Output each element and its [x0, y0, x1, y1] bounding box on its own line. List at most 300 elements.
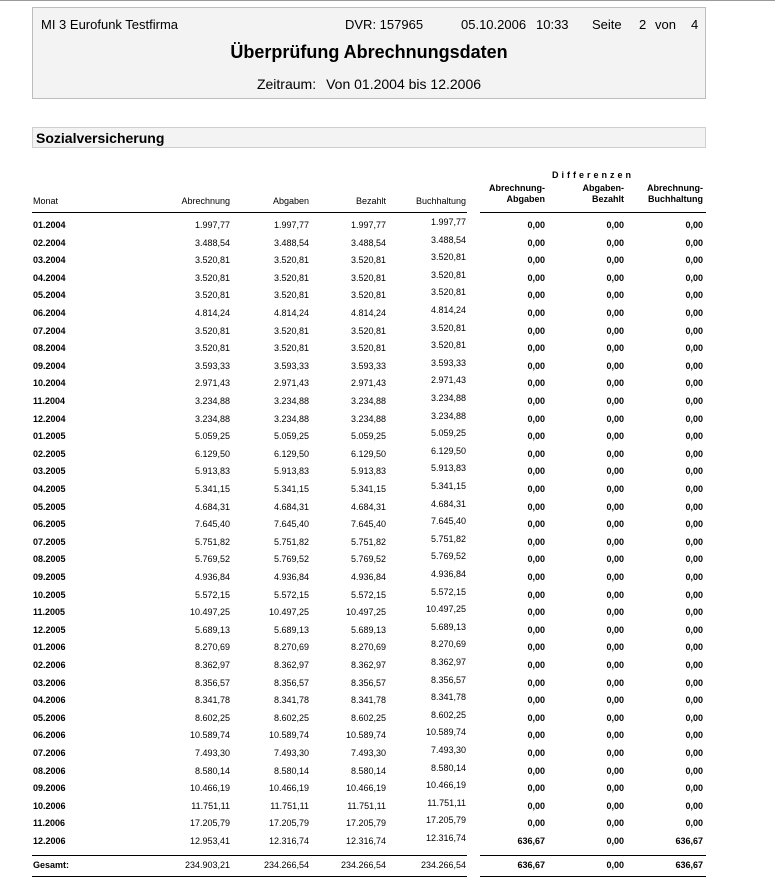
- cell-abrechnung: 5.341,15: [194, 484, 230, 494]
- cell-diff-abrechnung-buchhaltung: 0,00: [685, 466, 703, 477]
- cell-buchhaltung: 12.316,74: [425, 833, 466, 843]
- cell-diff-abrechnung-buchhaltung: 0,00: [685, 589, 703, 600]
- table-row: [0, 446, 775, 464]
- dvr-number: DVR: 157965: [345, 17, 424, 32]
- cell-abgaben: 7.645,40: [273, 519, 309, 530]
- cell-bezahlt: 8.602,25: [350, 712, 386, 723]
- table-row: [0, 252, 775, 270]
- col-header-line: Abgaben: [506, 194, 545, 204]
- cell-abgaben: 10.497,25: [268, 607, 309, 618]
- cell-diff-abrechnung-buchhaltung: 0,00: [685, 255, 703, 266]
- cell-monat: 01.2006: [33, 642, 66, 653]
- cell-diff-abgaben-bezahlt: 0,00: [606, 607, 624, 618]
- cell-diff-abrechnung-buchhaltung: 0,00: [685, 607, 703, 618]
- cell-diff-abrechnung-buchhaltung: 0,00: [685, 624, 703, 635]
- cell-monat: 10.2005: [33, 589, 66, 600]
- cell-bezahlt: 5.689,13: [350, 624, 386, 635]
- cell-diff-abrechnung-abgaben: 0,00: [527, 325, 545, 336]
- cell-diff-abrechnung-abgaben: 0,00: [527, 554, 545, 565]
- cell-diff-abrechnung-abgaben: 0,00: [527, 431, 545, 442]
- cell-buchhaltung: 3.234,88: [430, 393, 466, 403]
- cell-monat: 01.2004: [33, 220, 66, 230]
- cell-diff-abrechnung-buchhaltung: 0,00: [685, 308, 703, 318]
- cell-buchhaltung: 4.814,24: [430, 305, 466, 315]
- cell-buchhaltung: 3.520,81: [430, 252, 466, 263]
- cell-buchhaltung: 8.341,78: [430, 692, 466, 703]
- cell-bezahlt: 3.520,81: [350, 343, 386, 354]
- cell-abgaben: 12.316,74: [268, 836, 309, 846]
- cell-abgaben: 4.814,24: [273, 308, 309, 318]
- cell-diff-abgaben-bezahlt: 0,00: [606, 660, 624, 670]
- cell-monat: 06.2006: [33, 730, 66, 741]
- cell-bezahlt: 10.497,25: [345, 607, 386, 618]
- cell-abgaben: 3.234,88: [273, 413, 309, 424]
- cell-diff-abrechnung-abgaben: 0,00: [527, 660, 545, 670]
- table-row: [0, 745, 775, 763]
- cell-buchhaltung: 3.520,81: [430, 269, 466, 280]
- col-header-diff-abrechnung-buchhaltung: [647, 183, 703, 205]
- table-row: [0, 534, 775, 552]
- cell-diff-abrechnung-abgaben: 0,00: [527, 624, 545, 635]
- cell-monat: 08.2005: [33, 554, 66, 565]
- cell-monat: 03.2004: [33, 255, 66, 266]
- total-label: Gesamt:: [33, 860, 70, 870]
- cell-diff-abrechnung-abgaben: 0,00: [527, 255, 545, 266]
- cell-abgaben: 5.572,15: [273, 589, 309, 600]
- cell-abrechnung: 3.593,33: [194, 360, 230, 371]
- cell-abgaben: 10.589,74: [268, 730, 309, 741]
- cell-abrechnung: 7.493,30: [194, 748, 230, 758]
- cell-monat: 03.2005: [33, 466, 66, 477]
- cell-abrechnung: 8.580,14: [194, 765, 230, 776]
- cell-buchhaltung: 10.589,74: [425, 727, 466, 738]
- table-row: [0, 411, 775, 429]
- cell-diff-abrechnung-abgaben: 0,00: [527, 484, 545, 494]
- col-header-line: Abrechnung-: [647, 183, 703, 193]
- cell-abrechnung: 5.572,15: [194, 589, 230, 600]
- cell-diff-abgaben-bezahlt: 0,00: [606, 308, 624, 318]
- table-row: [0, 375, 775, 393]
- cell-buchhaltung: 5.751,82: [430, 533, 466, 544]
- table-row: [0, 675, 775, 693]
- cell-bezahlt: 7.493,30: [350, 748, 386, 758]
- table-row: [0, 727, 775, 745]
- cell-monat: 08.2006: [33, 765, 66, 776]
- cell-abrechnung: 3.520,81: [194, 343, 230, 354]
- cell-diff-abgaben-bezahlt: 0,00: [606, 765, 624, 776]
- cell-abgaben: 8.356,57: [273, 677, 309, 688]
- col-header-bezahlt: Bezahlt: [355, 196, 386, 206]
- table-row: [0, 815, 775, 833]
- cell-buchhaltung: 7.645,40: [430, 516, 466, 527]
- cell-diff-abrechnung-buchhaltung: 0,00: [685, 712, 703, 723]
- cell-diff-abrechnung-abgaben: 0,00: [527, 237, 545, 248]
- cell-diff-abgaben-bezahlt: 0,00: [606, 818, 624, 829]
- cell-diff-abrechnung-abgaben: 0,00: [527, 272, 545, 283]
- cell-diff-abrechnung-buchhaltung: 0,00: [685, 501, 703, 512]
- cell-monat: 03.2006: [33, 677, 66, 688]
- col-header-line: Bezahlt: [591, 194, 624, 204]
- section-title: Sozialversicherung: [36, 130, 165, 146]
- period-value: Von 01.2004 bis 12.2006: [326, 76, 482, 92]
- cell-abrechnung: 3.520,81: [194, 325, 230, 336]
- cell-buchhaltung: 1.997,77: [430, 217, 466, 227]
- cell-diff-abrechnung-abgaben: 0,00: [527, 396, 545, 406]
- cell-diff-abrechnung-abgaben: 0,00: [527, 818, 545, 829]
- cell-diff-abgaben-bezahlt: 0,00: [606, 501, 624, 512]
- cell-abgaben: 3.520,81: [273, 255, 309, 266]
- cell-diff-abrechnung-abgaben: 0,00: [527, 343, 545, 354]
- cell-abgaben: 3.520,81: [273, 325, 309, 336]
- cell-monat: 07.2006: [33, 748, 66, 758]
- cell-diff-abgaben-bezahlt: 0,00: [606, 624, 624, 635]
- cell-abrechnung: 5.059,25: [194, 431, 230, 442]
- cell-buchhaltung: 5.769,52: [430, 551, 466, 562]
- table-row: [0, 305, 775, 323]
- cell-diff-abrechnung-buchhaltung: 0,00: [685, 378, 703, 389]
- cell-diff-abgaben-bezahlt: 0,00: [606, 695, 624, 706]
- cell-diff-abrechnung-buchhaltung: 0,00: [685, 290, 703, 301]
- col-header-abrechnung: Abrechnung: [181, 196, 230, 206]
- table-row: [0, 551, 775, 569]
- cell-diff-abrechnung-buchhaltung: 0,00: [685, 677, 703, 688]
- cell-buchhaltung: 7.493,30: [430, 745, 466, 755]
- table-row: [0, 657, 775, 675]
- cell-diff-abgaben-bezahlt: 0,00: [606, 800, 624, 811]
- cell-abgaben: 7.493,30: [273, 748, 309, 758]
- cell-diff-abrechnung-abgaben: 0,00: [527, 413, 545, 424]
- cell-abgaben: 10.466,19: [268, 783, 309, 794]
- cell-diff-abrechnung-buchhaltung: 0,00: [685, 519, 703, 530]
- cell-bezahlt: 5.769,52: [350, 554, 386, 565]
- cell-diff-abrechnung-abgaben: 0,00: [527, 765, 545, 776]
- cell-abrechnung: 8.341,78: [194, 695, 230, 706]
- cell-monat: 07.2005: [33, 536, 66, 547]
- cell-abgaben: 6.129,50: [273, 448, 309, 459]
- cell-diff-abrechnung-buchhaltung: 0,00: [685, 343, 703, 354]
- table-row: [0, 499, 775, 517]
- cell-buchhaltung: 4.684,31: [430, 498, 466, 509]
- cell-bezahlt: 5.572,15: [350, 589, 386, 600]
- cell-abrechnung: 3.520,81: [194, 272, 230, 283]
- cell-diff-abrechnung-buchhaltung: 0,00: [685, 783, 703, 794]
- cell-abrechnung: 8.270,69: [194, 642, 230, 653]
- cell-monat: 09.2006: [33, 783, 66, 794]
- total-rule-right: [480, 855, 706, 856]
- cell-diff-abrechnung-buchhaltung: 0,00: [685, 431, 703, 442]
- cell-abgaben: 3.520,81: [273, 343, 309, 354]
- cell-monat: 06.2005: [33, 519, 66, 530]
- cell-buchhaltung: 3.520,81: [430, 340, 466, 351]
- cell-diff-abgaben-bezahlt: 0,00: [606, 343, 624, 354]
- cell-abgaben: 8.580,14: [273, 765, 309, 776]
- cell-abrechnung: 3.488,54: [194, 237, 230, 248]
- table-row: [0, 481, 775, 499]
- cell-buchhaltung: 5.913,83: [430, 463, 466, 474]
- cell-abgaben: 11.751,11: [270, 800, 309, 811]
- cell-abgaben: 5.751,82: [273, 536, 309, 547]
- cell-buchhaltung: 5.689,13: [430, 621, 466, 632]
- cell-abrechnung: 10.497,25: [189, 607, 230, 618]
- bottom-rule-left: [32, 876, 467, 877]
- cell-diff-abgaben-bezahlt: 0,00: [606, 836, 624, 846]
- cell-diff-abrechnung-buchhaltung: 0,00: [685, 660, 703, 670]
- cell-buchhaltung: 8.362,97: [430, 657, 466, 667]
- cell-diff-abrechnung-abgaben: 0,00: [527, 695, 545, 706]
- cell-bezahlt: 4.684,31: [350, 501, 386, 512]
- table-row: [0, 763, 775, 781]
- cell-bezahlt: 5.059,25: [350, 431, 386, 442]
- cell-diff-abrechnung-abgaben: 0,00: [527, 308, 545, 318]
- cell-bezahlt: 10.466,19: [345, 783, 386, 794]
- header-rule-right: [480, 212, 706, 213]
- cell-diff-abrechnung-buchhaltung: 0,00: [685, 396, 703, 406]
- cell-abgaben: 3.593,33: [273, 360, 309, 371]
- cell-bezahlt: 8.270,69: [350, 642, 386, 653]
- table-row: [0, 604, 775, 622]
- top-border-line: [0, 0, 775, 1]
- cell-abgaben: 4.936,84: [273, 572, 309, 582]
- cell-diff-abrechnung-buchhaltung: 0,00: [685, 748, 703, 758]
- cell-bezahlt: 3.488,54: [350, 237, 386, 248]
- total-abrechnung: 234.903,21: [184, 860, 230, 870]
- cell-diff-abrechnung-buchhaltung: 0,00: [685, 220, 703, 230]
- table-row: [0, 463, 775, 481]
- cell-diff-abrechnung-buchhaltung: 0,00: [685, 448, 703, 459]
- total-bezahlt: 234.266,54: [340, 860, 386, 870]
- cell-abrechnung: 4.684,31: [194, 501, 230, 512]
- cell-diff-abgaben-bezahlt: 0,00: [606, 748, 624, 758]
- col-header-line: Buchhaltung: [648, 194, 703, 204]
- cell-diff-abrechnung-buchhaltung: 0,00: [685, 818, 703, 829]
- cell-monat: 12.2005: [33, 624, 66, 635]
- cell-abrechnung: 7.645,40: [194, 519, 230, 530]
- report-date: 05.10.2006: [461, 17, 527, 32]
- col-header-line: Abgaben-: [582, 183, 624, 193]
- cell-abrechnung: 5.689,13: [194, 624, 230, 635]
- table-row: [0, 270, 775, 288]
- col-header-diff-abgaben-bezahlt: [583, 183, 625, 205]
- table-row: [0, 428, 775, 446]
- cell-buchhaltung: 3.520,81: [430, 287, 466, 298]
- cell-monat: 01.2005: [33, 431, 66, 442]
- cell-diff-abgaben-bezahlt: 0,00: [606, 589, 624, 600]
- period-label: Zeitraum:: [256, 76, 317, 92]
- cell-buchhaltung: 8.270,69: [430, 639, 466, 650]
- total-rule-left: [32, 855, 467, 856]
- cell-monat: 06.2004: [33, 308, 66, 318]
- table-row: [0, 217, 775, 235]
- cell-bezahlt: 17.205,79: [345, 818, 386, 829]
- cell-diff-abrechnung-abgaben: 0,00: [527, 501, 545, 512]
- cell-diff-abgaben-bezahlt: 0,00: [606, 554, 624, 565]
- cell-abrechnung: 8.602,25: [194, 712, 230, 723]
- cell-buchhaltung: 3.234,88: [430, 410, 466, 421]
- cell-diff-abrechnung-abgaben: 0,00: [527, 642, 545, 653]
- cell-buchhaltung: 3.488,54: [430, 234, 466, 245]
- cell-diff-abgaben-bezahlt: 0,00: [606, 572, 624, 582]
- cell-abrechnung: 3.234,88: [194, 413, 230, 424]
- cell-diff-abgaben-bezahlt: 0,00: [606, 642, 624, 653]
- cell-monat: 02.2006: [33, 660, 66, 670]
- table-row: [0, 692, 775, 710]
- cell-abgaben: 5.341,15: [273, 484, 309, 494]
- cell-abrechnung: 5.769,52: [194, 554, 230, 565]
- cell-monat: 12.2006: [33, 836, 66, 846]
- cell-diff-abrechnung-buchhaltung: 0,00: [685, 765, 703, 776]
- cell-abgaben: 2.971,43: [273, 378, 309, 389]
- cell-diff-abrechnung-abgaben: 0,00: [527, 800, 545, 811]
- cell-buchhaltung: 6.129,50: [430, 445, 466, 456]
- table-row: [0, 516, 775, 534]
- cell-abgaben: 5.059,25: [273, 431, 309, 442]
- cell-abgaben: 8.270,69: [273, 642, 309, 653]
- cell-abrechnung: 1.997,77: [194, 220, 230, 230]
- cell-diff-abgaben-bezahlt: 0,00: [606, 237, 624, 248]
- table-row: [0, 569, 775, 587]
- cell-diff-abgaben-bezahlt: 0,00: [606, 396, 624, 406]
- page-label: Seite: [592, 17, 622, 32]
- cell-monat: 02.2004: [33, 237, 66, 248]
- cell-bezahlt: 3.520,81: [350, 272, 386, 283]
- cell-monat: 10.2004: [33, 378, 66, 389]
- table-row: [0, 358, 775, 376]
- cell-diff-abrechnung-buchhaltung: 0,00: [685, 272, 703, 283]
- table-row: [0, 323, 775, 341]
- cell-diff-abgaben-bezahlt: 0,00: [606, 272, 624, 283]
- cell-diff-abrechnung-abgaben: 0,00: [527, 607, 545, 618]
- cell-diff-abrechnung-abgaben: 0,00: [527, 448, 545, 459]
- cell-buchhaltung: 3.520,81: [430, 322, 466, 333]
- report-title: Überprüfung Abrechnungsdaten: [230, 42, 508, 62]
- cell-abgaben: 3.520,81: [273, 290, 309, 301]
- cell-abgaben: 3.488,54: [273, 237, 309, 248]
- table-row: [0, 798, 775, 816]
- cell-abgaben: 8.602,25: [273, 712, 309, 723]
- cell-diff-abrechnung-abgaben: 0,00: [527, 677, 545, 688]
- cell-abgaben: 3.520,81: [273, 272, 309, 283]
- cell-abrechnung: 12.953,41: [189, 836, 230, 846]
- cell-buchhaltung: 2.971,43: [430, 375, 466, 386]
- cell-abgaben: 8.362,97: [273, 660, 309, 670]
- cell-abrechnung: 2.971,43: [194, 378, 230, 389]
- header-rule-left: [32, 212, 467, 213]
- company-name: MI 3 Eurofunk Testfirma: [41, 17, 179, 32]
- cell-bezahlt: 5.341,15: [350, 484, 386, 494]
- cell-bezahlt: 1.997,77: [350, 220, 386, 230]
- cell-diff-abrechnung-buchhaltung: 0,00: [685, 642, 703, 653]
- table-row: [0, 622, 775, 640]
- col-header-diff-abrechnung-abgaben: [489, 183, 545, 205]
- cell-monat: 12.2004: [33, 413, 66, 424]
- cell-diff-abrechnung-buchhaltung: 636,67: [675, 836, 703, 846]
- col-header-abgaben: Abgaben: [272, 196, 309, 206]
- cell-abgaben: 8.341,78: [273, 695, 309, 706]
- cell-diff-abrechnung-abgaben: 0,00: [527, 536, 545, 547]
- cell-diff-abgaben-bezahlt: 0,00: [606, 712, 624, 723]
- cell-diff-abgaben-bezahlt: 0,00: [606, 783, 624, 794]
- cell-diff-abrechnung-buchhaltung: 0,00: [685, 730, 703, 741]
- cell-diff-abgaben-bezahlt: 0,00: [606, 484, 624, 494]
- cell-abrechnung: 3.520,81: [194, 290, 230, 301]
- cell-abrechnung: 3.520,81: [194, 255, 230, 266]
- page-number: 2: [639, 17, 647, 32]
- cell-diff-abrechnung-abgaben: 0,00: [527, 360, 545, 371]
- cell-diff-abrechnung-abgaben: 0,00: [527, 378, 545, 389]
- cell-diff-abrechnung-abgaben: 0,00: [527, 290, 545, 301]
- cell-bezahlt: 8.356,57: [350, 677, 386, 688]
- cell-monat: 10.2006: [33, 800, 66, 811]
- cell-diff-abgaben-bezahlt: 0,00: [606, 413, 624, 424]
- cell-abgaben: 1.997,77: [273, 220, 309, 230]
- cell-monat: 05.2004: [33, 290, 66, 301]
- total-diff-abgaben-bezahlt: 0,00: [606, 860, 624, 870]
- table-row: [0, 587, 775, 605]
- cell-diff-abrechnung-abgaben: 636,67: [517, 836, 545, 846]
- cell-abgaben: 5.689,13: [273, 624, 309, 635]
- cell-abgaben: 5.769,52: [273, 554, 309, 565]
- cell-bezahlt: 8.362,97: [350, 660, 386, 670]
- cell-diff-abrechnung-abgaben: 0,00: [527, 783, 545, 794]
- cell-diff-abgaben-bezahlt: 0,00: [606, 431, 624, 442]
- cell-diff-abrechnung-buchhaltung: 0,00: [685, 484, 703, 494]
- cell-monat: 04.2006: [33, 695, 66, 706]
- table-row: [0, 639, 775, 657]
- col-header-buchhaltung: Buchhaltung: [415, 196, 466, 206]
- cell-abgaben: 5.913,83: [273, 466, 309, 477]
- cell-monat: 11.2005: [33, 607, 66, 618]
- cell-buchhaltung: 5.341,15: [430, 481, 466, 491]
- cell-bezahlt: 10.589,74: [345, 730, 386, 741]
- cell-diff-abgaben-bezahlt: 0,00: [606, 290, 624, 301]
- cell-diff-abrechnung-buchhaltung: 0,00: [685, 536, 703, 547]
- cell-abrechnung: 10.466,19: [189, 783, 230, 794]
- cell-monat: 09.2004: [33, 360, 66, 371]
- cell-buchhaltung: 3.593,33: [430, 357, 466, 368]
- cell-diff-abgaben-bezahlt: 0,00: [606, 220, 624, 230]
- cell-diff-abgaben-bezahlt: 0,00: [606, 536, 624, 547]
- total-buchhaltung: 234.266,54: [420, 860, 466, 870]
- cell-bezahlt: 8.580,14: [350, 765, 386, 776]
- cell-buchhaltung: 5.059,25: [430, 428, 466, 439]
- report-time: 10:33: [536, 17, 569, 32]
- cell-abrechnung: 4.814,24: [194, 308, 230, 318]
- cell-bezahlt: 3.520,81: [350, 325, 386, 336]
- cell-bezahlt: 2.971,43: [350, 378, 386, 389]
- cell-diff-abrechnung-abgaben: 0,00: [527, 220, 545, 230]
- cell-abrechnung: 17.205,79: [189, 818, 230, 829]
- cell-buchhaltung: 5.572,15: [430, 586, 466, 597]
- total-row: [0, 857, 775, 875]
- section-heading: [32, 127, 706, 148]
- cell-bezahlt: 3.520,81: [350, 290, 386, 301]
- cell-abrechnung: 6.129,50: [194, 448, 230, 459]
- cell-diff-abgaben-bezahlt: 0,00: [606, 519, 624, 530]
- cell-diff-abrechnung-abgaben: 0,00: [527, 572, 545, 582]
- table-row: [0, 393, 775, 411]
- cell-diff-abgaben-bezahlt: 0,00: [606, 466, 624, 477]
- cell-bezahlt: 6.129,50: [350, 448, 386, 459]
- cell-diff-abgaben-bezahlt: 0,00: [606, 378, 624, 389]
- bottom-rule-right: [480, 876, 706, 877]
- cell-diff-abgaben-bezahlt: 0,00: [606, 325, 624, 336]
- cell-diff-abrechnung-abgaben: 0,00: [527, 730, 545, 741]
- table-row: [0, 833, 775, 851]
- cell-buchhaltung: 11.751,11: [427, 797, 466, 808]
- col-header-monat: Monat: [33, 196, 59, 206]
- cell-diff-abrechnung-buchhaltung: 0,00: [685, 695, 703, 706]
- cell-abrechnung: 5.751,82: [194, 536, 230, 547]
